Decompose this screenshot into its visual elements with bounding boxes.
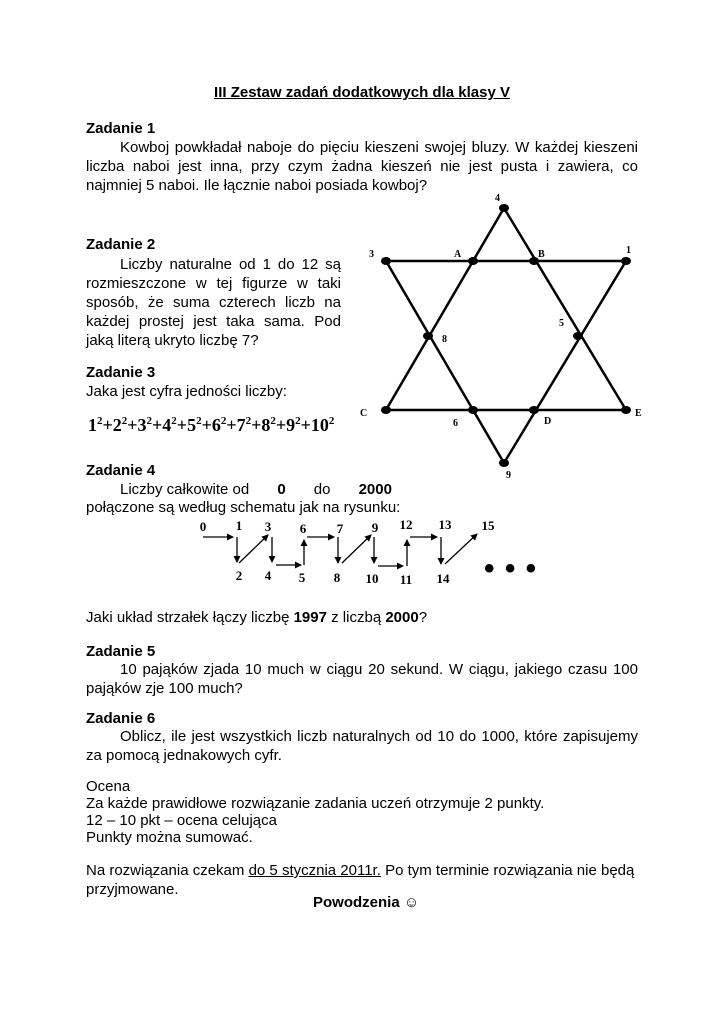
star-label-3: 3 bbox=[369, 249, 374, 260]
closing-text: Powodzenia bbox=[313, 894, 400, 911]
scheme-arrows bbox=[203, 534, 477, 566]
smiley-icon: ☺ bbox=[403, 894, 420, 911]
star-label-4: 4 bbox=[495, 193, 500, 204]
star-label-1: 1 bbox=[626, 245, 631, 256]
star-label-9: 9 bbox=[506, 470, 511, 481]
formula-plus: + bbox=[152, 415, 163, 435]
task-4-number-1997: 1997 bbox=[293, 609, 327, 626]
formula-base: 3 bbox=[137, 415, 147, 435]
page-title: III Zestaw zadań dodatkowych dla klasy V bbox=[214, 84, 510, 101]
scheme-num: 11 bbox=[399, 572, 413, 587]
task-5-heading: Zadanie 5 bbox=[86, 643, 156, 660]
formula-base: 10 bbox=[310, 415, 329, 435]
star-label-8: 8 bbox=[442, 334, 447, 345]
star-label-d: D bbox=[544, 416, 552, 427]
scheme-num: 7 bbox=[336, 521, 344, 536]
scheme-num: 6 bbox=[299, 521, 307, 536]
scheme-num: 2 bbox=[235, 568, 243, 583]
star-label-e: E bbox=[635, 408, 642, 419]
formula-exponent: 2 bbox=[171, 415, 177, 427]
formula-plus: + bbox=[300, 415, 311, 435]
grading-line-1: Za każde prawidłowe rozwiązanie zadania uczeń otrzymuje 2 punkty. bbox=[86, 795, 545, 812]
task-1-heading: Zadanie 1 bbox=[86, 120, 156, 137]
deadline-post: Po tym terminie rozwiązania nie będą przyjmowane. bbox=[86, 862, 635, 898]
deadline-date: do 5 stycznia 2011r. bbox=[248, 862, 381, 879]
task-1-text: Kowboj powkładał naboje do pięciu kieszeni swojej bluzy. W każdej kieszeni liczba naboi jest inna, przy czym żadna kieszeń nie jest pusta i zawiera, co najmniej 5 naboi. Ile łącznie naboi posiada kowboj? bbox=[86, 139, 638, 194]
task-5-text: 10 pająków zjada 10 much w ciągu 20 sekund. W ciągu, jakiego czasu 100 pająków zje 100 much? bbox=[86, 661, 638, 697]
scheme-num: 15 bbox=[481, 518, 495, 533]
task-2-text: Liczby naturalne od 1 do 12 są rozmieszczone w tej figurze w taki sposób, że suma czterech liczb na każdej prostej jest taka sama. Pod jaką literą ukryto liczbę 7? bbox=[86, 256, 341, 349]
formula-exponent: 2 bbox=[295, 415, 301, 427]
formula-exponent: 2 bbox=[196, 415, 202, 427]
star-figure bbox=[352, 188, 652, 488]
task-3-heading: Zadanie 3 bbox=[86, 364, 156, 381]
task-6-heading: Zadanie 6 bbox=[86, 710, 156, 727]
task-4-question-a: Jaki układ strzałek łączy liczbę bbox=[86, 609, 290, 626]
task-4-question bbox=[86, 608, 427, 627]
star-label-6: 6 bbox=[453, 418, 458, 429]
star-lines bbox=[386, 208, 626, 463]
scheme-top-numbers bbox=[200, 517, 495, 536]
scheme-num: 3 bbox=[264, 519, 272, 534]
task-6-text: Oblicz, ile jest wszystkich liczb naturalnych od 10 do 1000, które zapisujemy za pomocą jednakowych cyfr. bbox=[86, 728, 638, 764]
scheme-ellipsis: • • • bbox=[484, 552, 538, 585]
task-4-heading: Zadanie 4 bbox=[86, 462, 156, 479]
task-4-line-2: połączone są według schematu jak na rysunku: bbox=[86, 499, 401, 516]
task-4-do: do bbox=[313, 481, 331, 498]
formula-plus: + bbox=[102, 415, 113, 435]
task-3-text: Jaka jest cyfra jedności liczby: bbox=[86, 383, 287, 400]
scheme-num: 8 bbox=[333, 570, 341, 585]
formula-plus: + bbox=[127, 415, 138, 435]
star-label-5: 5 bbox=[559, 318, 564, 329]
formula-plus: + bbox=[176, 415, 188, 435]
task-2-heading: Zadanie 2 bbox=[86, 236, 156, 253]
formula-exponent: 2 bbox=[245, 415, 252, 427]
scheme-num: 13 bbox=[438, 517, 452, 532]
closing bbox=[313, 894, 419, 911]
formula-exponent: 2 bbox=[270, 415, 276, 427]
star-label-a: A bbox=[454, 249, 462, 260]
scheme-bottom-numbers bbox=[236, 568, 450, 587]
grading-line-3: Punkty można sumować. bbox=[86, 829, 253, 846]
task-4-question-b: z liczbą bbox=[331, 609, 382, 626]
formula-plus: + bbox=[226, 415, 237, 435]
formula-plus: + bbox=[201, 415, 212, 435]
task-4-line-1-text: Liczby całkowite od bbox=[120, 481, 250, 498]
grading-line-2: 12 – 10 pkt – ocena celująca bbox=[86, 812, 277, 829]
formula-base: 2 bbox=[112, 415, 122, 435]
task-4-from: 0 bbox=[277, 481, 286, 498]
formula-exponent: 2 bbox=[220, 415, 227, 427]
star-points bbox=[381, 204, 631, 467]
scheme-num: 12 bbox=[399, 517, 413, 532]
task-4-to: 2000 bbox=[358, 481, 392, 498]
scheme-num: 1 bbox=[235, 518, 243, 533]
task-4-question-mark: ? bbox=[418, 609, 428, 626]
scheme-num: 4 bbox=[264, 568, 272, 583]
scheme-num: 14 bbox=[436, 571, 450, 586]
scheme-num: 5 bbox=[298, 570, 306, 585]
task-4-line-1 bbox=[120, 480, 392, 499]
scheme-num: 0 bbox=[199, 519, 207, 534]
formula-base: 7 bbox=[236, 415, 246, 435]
formula-base: 4 bbox=[162, 415, 172, 435]
formula-base: 6 bbox=[211, 415, 221, 435]
formula-exponent: 2 bbox=[97, 415, 103, 427]
formula-exponent: 2 bbox=[146, 415, 153, 427]
formula-exponent: 2 bbox=[328, 415, 335, 427]
formula-plus: + bbox=[275, 415, 287, 435]
formula-base: 9 bbox=[286, 415, 296, 435]
scheme-num: 10 bbox=[365, 571, 379, 586]
formula-base: 1 bbox=[88, 415, 97, 435]
grading-heading: Ocena bbox=[86, 778, 131, 795]
formula-base: 5 bbox=[187, 415, 197, 435]
formula-exponent: 2 bbox=[121, 415, 128, 427]
star-label-b: B bbox=[538, 249, 545, 260]
task-4-number-2000: 2000 bbox=[385, 609, 419, 626]
formula-base: 8 bbox=[261, 415, 271, 435]
scheme-num: 9 bbox=[371, 520, 379, 535]
star-label-c: C bbox=[360, 408, 368, 419]
formula-plus: + bbox=[251, 415, 262, 435]
deadline-pre: Na rozwiązania czekam bbox=[86, 862, 245, 879]
task-3-formula bbox=[88, 415, 334, 436]
